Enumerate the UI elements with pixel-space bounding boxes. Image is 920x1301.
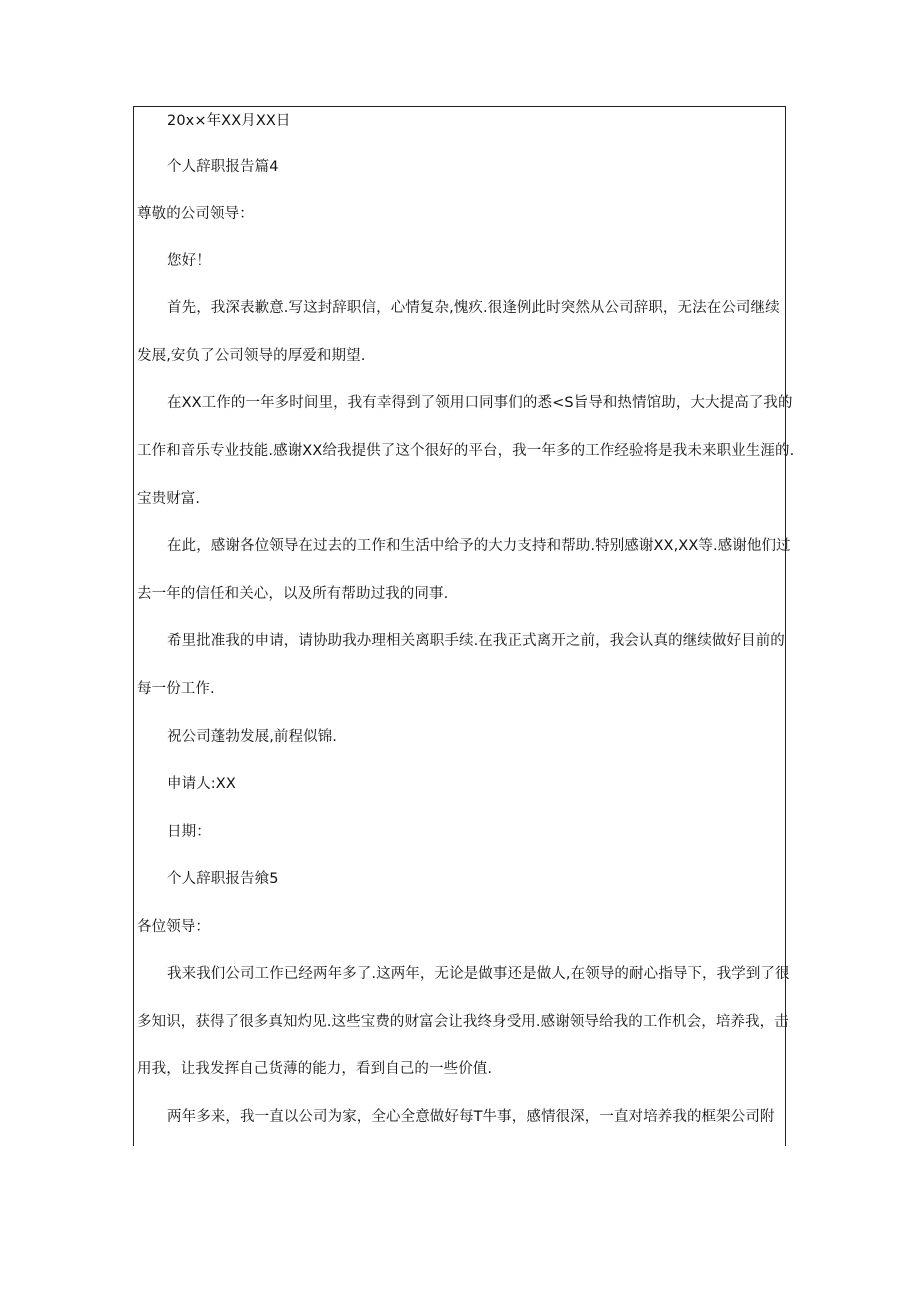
paragraph-line: 去一年的信任和关心，以及所有帮助过我的同事. (137, 586, 449, 602)
section-title-4: 个人辞职报告篇4 (167, 159, 279, 175)
paragraph-line: 两年多来，我一直以公司为家，全心全意做好每T牛事，感情很深，一直对培养我的框架公司附 (167, 1109, 775, 1125)
paragraph-line: 在此，感谢各位领导在过去的工作和生活中给予的大力支持和帮助.特别感谢XX,XX等.感谢他们过 (167, 538, 791, 554)
greeting: 您好！ (167, 253, 211, 269)
paragraph-line: 宝贵财富. (137, 491, 201, 507)
paragraph-line: 我来我们公司工作已经两年多了.这两年，无论是做事还是做人,在领导的耐心指导下，我学到了很 (167, 966, 790, 982)
paragraph-line: 多知识，获得了很多真知灼见.这些宝费的财富会让我终身受用.感谢领导给我的工作机会，培养我，击 (137, 1014, 789, 1030)
paragraph-line: 用我，让我发挥自己货薄的能力，看到自己的一些价值. (137, 1061, 493, 1077)
paragraph-line: 在XX工作的一年多时间里，我有幸得到了领用口同事们的悉<S旨导和热情馆助，大大提高了我的 (167, 395, 793, 411)
paragraph-line: 希里批准我的申请，请协助我办理相关离职手续.在我正式离开之前，我会认真的继续做好目前的 (167, 633, 785, 649)
paragraph-line: 发展,安负了公司领导的厚爱和期望. (137, 348, 366, 364)
applicant-line: 申请人:XX (167, 776, 236, 792)
date-field: 日期： (167, 824, 211, 840)
section-title-5: 个人辞职报告飨5 (167, 871, 279, 887)
document-border (133, 106, 786, 1146)
date-line: 20x×年XX月XX日 (167, 113, 291, 129)
closing-wish: 祝公司蓬勃发展,前程似锦. (167, 729, 338, 745)
paragraph-line: 每一份工作. (137, 681, 215, 697)
paragraph-line: 工作和音乐专业技能.感谢XX给我提供了这个很好的平台，我一年多的工作经验将是我未来职业生涯的. (137, 443, 795, 459)
paragraph-line: 首先，我深表歉意.写这封辞职信，心情复杂,愧疚.很逢例此时突然从公司辞职，无法在公司继续 (167, 300, 780, 316)
salutation: 尊敬的公司领导： (137, 206, 254, 222)
salutation: 各位领导： (137, 919, 210, 935)
